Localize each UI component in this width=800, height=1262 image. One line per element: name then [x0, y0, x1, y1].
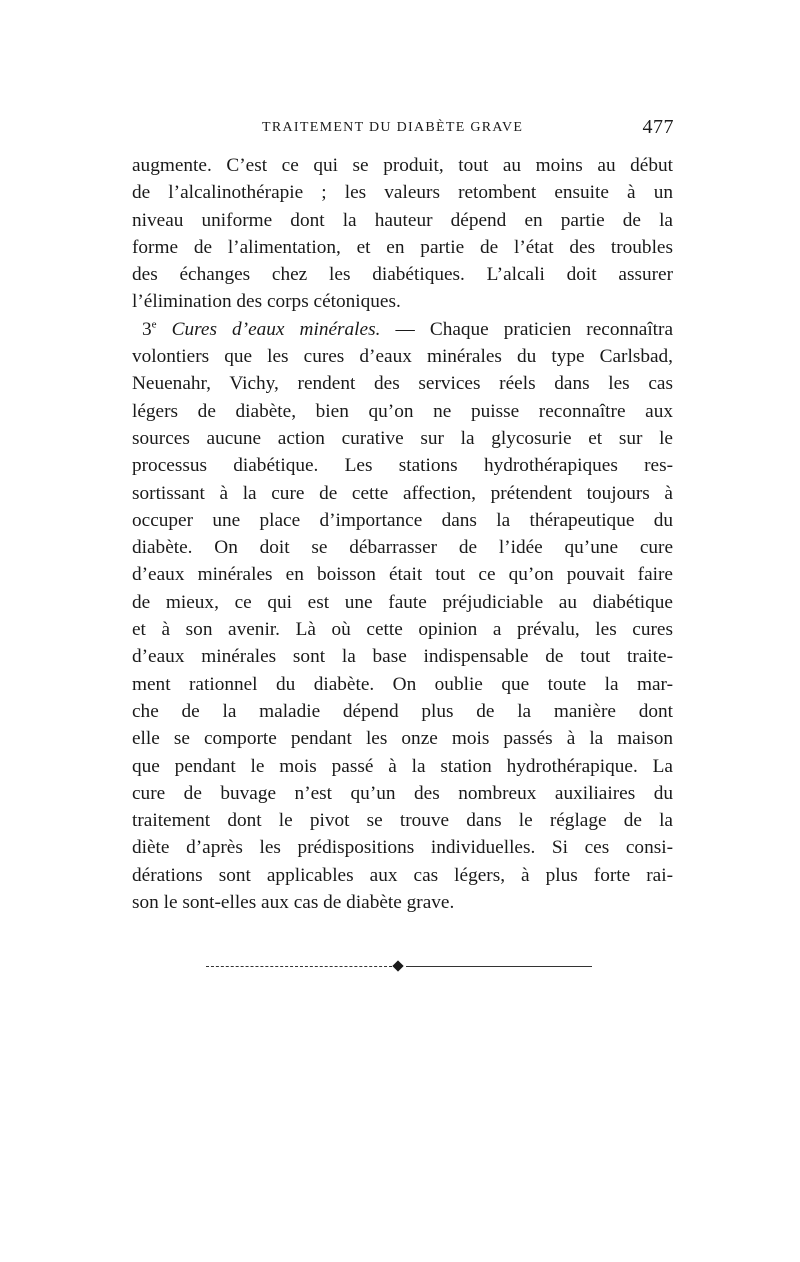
ornament-rule-right — [406, 966, 592, 967]
text-line: d’eaux minérales en boisson était tout ce qu’on pouvait faire — [132, 564, 673, 586]
text-line: diabète. On doit se débarrasser de l’idée qu’une cure — [132, 537, 673, 559]
text-line: niveau uniforme dont la hauteur dépend en partie de la — [132, 209, 673, 231]
text-line: cure de buvage n’est qu’un des nombreux auxiliaires du — [132, 782, 673, 804]
text-line: légers de diabète, bien qu’on ne puisse reconnaître aux — [132, 400, 673, 422]
text-line: traitement dont le pivot se trouve dans le réglage de la — [132, 810, 673, 832]
text-line: des échanges chez les diabétiques. L’alcali doit assurer — [132, 264, 673, 286]
text-line: che de la maladie dépend plus de la manière dont — [132, 700, 673, 722]
text-line: diète d’après les prédispositions individuelles. Si ces consi- — [132, 837, 673, 859]
section-number-suffix: e — [151, 318, 157, 331]
text-line: forme de l’alimentation, et en partie de l’état des troubles — [132, 236, 673, 258]
section-first-line-text: — Chaque praticien reconnaîtra — [380, 318, 674, 340]
running-head: TRAITEMENT DU DIABÈTE GRAVE — [262, 120, 524, 135]
text-line: de l’alcalinothérapie ; les valeurs retombent ensuite à un — [132, 182, 673, 204]
text-line: l’élimination des corps cétoniques. — [132, 291, 401, 313]
text-line: sortissant à la cure de cette affection, prétendent toujours à — [132, 482, 673, 504]
section-number: 3 — [142, 318, 152, 340]
ornament-diamond-icon — [392, 960, 403, 971]
section-end-ornament — [206, 960, 592, 974]
text-line: dérations sont applicables aux cas légers, à plus forte rai- — [132, 864, 673, 886]
text-line: sources aucune action curative sur la glycosurie et sur le — [132, 427, 673, 449]
text-line: que pendant le mois passé à la station hydrothérapique. La — [132, 755, 673, 777]
ornament-rule-left — [206, 966, 392, 967]
section-heading-line — [132, 316, 673, 343]
text-line: augmente. C’est ce qui se produit, tout au moins au début — [132, 155, 673, 176]
page-number: 477 — [642, 116, 674, 138]
text-line: d’eaux minérales sont la base indispensable de tout traite- — [132, 646, 673, 668]
text-line: ment rationnel du diabète. On oublie que toute la mar- — [132, 673, 673, 695]
text-line: Neuenahr, Vichy, rendent des services réels dans les cas — [132, 373, 673, 395]
page-header — [262, 118, 674, 140]
body-text — [132, 152, 673, 916]
text-line: elle se comporte pendant les onze mois passés à la maison — [132, 728, 673, 750]
text-line: son le sont-elles aux cas de diabète grave. — [132, 892, 455, 914]
text-line: de mieux, ce qui est une faute préjudiciable au diabétique — [132, 591, 673, 613]
text-line: et à son avenir. Là où cette opinion a prévalu, les cures — [132, 619, 673, 641]
text-line: volontiers que les cures d’eaux minérales du type Carlsbad, — [132, 346, 673, 368]
section-title: Cures d’eaux minérales. — [171, 318, 381, 340]
text-line: processus diabétique. Les stations hydrothérapiques res- — [132, 455, 673, 477]
text-line: occuper une place d’importance dans la thérapeutique du — [132, 509, 673, 531]
